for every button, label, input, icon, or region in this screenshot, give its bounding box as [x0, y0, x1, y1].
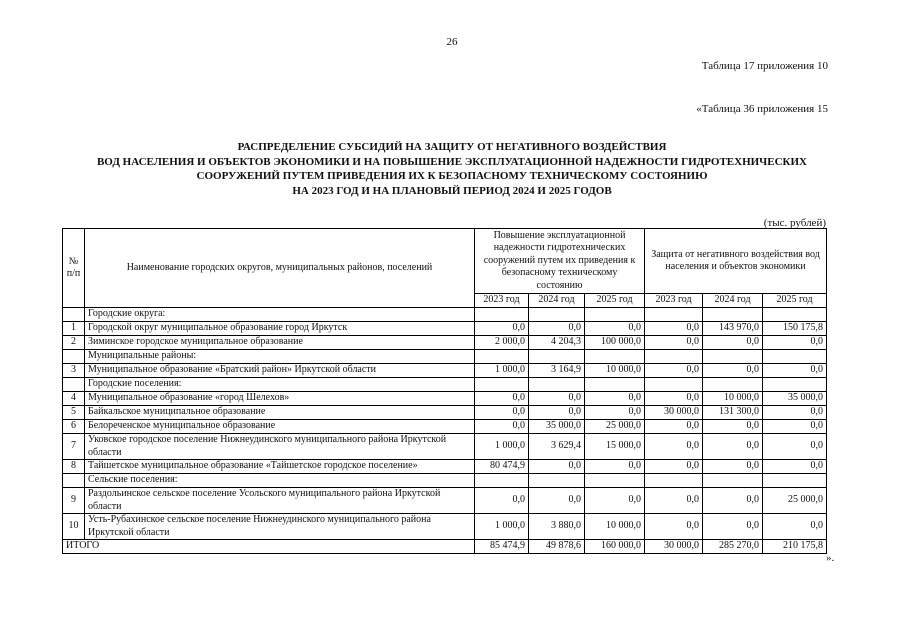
cell-value: 0,0: [703, 434, 763, 460]
cell-value: 0,0: [475, 322, 529, 336]
cell-value: 0,0: [585, 460, 645, 474]
header-name: Наименование городских округов, муниципальных районов, поселений: [85, 229, 475, 308]
total-value: 30 000,0: [645, 540, 703, 554]
cell-value: 0,0: [585, 488, 645, 514]
table-row: [63, 420, 827, 434]
table-row: [63, 322, 827, 336]
section-row: [63, 474, 827, 488]
total-value: 210 175,8: [763, 540, 827, 554]
units-label: (тыс. рублей): [763, 217, 826, 229]
row-number: 10: [63, 514, 85, 540]
cell-value: 4 204,3: [529, 336, 585, 350]
cell-value: 0,0: [703, 488, 763, 514]
cell-value: 0,0: [645, 392, 703, 406]
title-line: СООРУЖЕНИЙ ПУТЕМ ПРИВЕДЕНИЯ ИХ К БЕЗОПАСНОМУ ТЕХНИЧЕСКОМУ СОСТОЯНИЮ: [196, 170, 708, 182]
total-value: 285 270,0: [703, 540, 763, 554]
row-number: 6: [63, 420, 85, 434]
cell-value: 25 000,0: [585, 420, 645, 434]
row-name: Байкальское муниципальное образование: [85, 406, 475, 420]
page-number: 26: [446, 36, 458, 48]
cell-value: 0,0: [529, 488, 585, 514]
cell-value: 0,0: [529, 460, 585, 474]
cell-value: 10 000,0: [585, 514, 645, 540]
cell-value: 150 175,8: [763, 322, 827, 336]
cell-value: 0,0: [475, 488, 529, 514]
header-year: 2023 год: [475, 294, 529, 308]
title-line: РАСПРЕДЕЛЕНИЕ СУБСИДИЙ НА ЗАЩИТУ ОТ НЕГАТИВНОГО ВОЗДЕЙСТВИЯ: [237, 141, 667, 153]
cell-value: 0,0: [763, 420, 827, 434]
subsidy-table: [62, 228, 827, 554]
total-value: 160 000,0: [585, 540, 645, 554]
title-line: НА 2023 ГОД И НА ПЛАНОВЫЙ ПЕРИОД 2024 И 2025 ГОДОВ: [292, 184, 612, 197]
cell-value: 35 000,0: [529, 420, 585, 434]
cell-value: 25 000,0: [763, 488, 827, 514]
table-reference: Таблица 17 приложения 10: [701, 60, 828, 72]
header-group-protection: Защита от негативного воздействия вод населения и объектов экономики: [645, 229, 827, 294]
header-group-reliability: Повышение эксплуатационной надежности гидротехнических сооружений путем их приведения к безопасному техническому состоянию: [475, 229, 645, 294]
header-year: 2025 год: [585, 294, 645, 308]
row-name: Тайшетское муниципальное образование «Тайшетское городское поселение»: [85, 460, 475, 474]
cell-value: 0,0: [645, 364, 703, 378]
closing-quote: ».: [826, 552, 835, 564]
cell-value: 0,0: [645, 460, 703, 474]
cell-value: 35 000,0: [763, 392, 827, 406]
cell-value: 1 000,0: [475, 364, 529, 378]
cell-value: 30 000,0: [645, 406, 703, 420]
header-year: 2024 год: [529, 294, 585, 308]
cell-value: 0,0: [703, 514, 763, 540]
cell-value: 0,0: [763, 364, 827, 378]
section-row: [63, 308, 827, 322]
total-value: 85 474,9: [475, 540, 529, 554]
cell-value: 0,0: [475, 392, 529, 406]
section-label: Городские поселения:: [85, 378, 475, 392]
cell-value: 0,0: [763, 336, 827, 350]
cell-value: 0,0: [763, 406, 827, 420]
cell-value: 0,0: [585, 392, 645, 406]
row-name: Муниципальное образование «город Шелехов»: [85, 392, 475, 406]
row-number: 2: [63, 336, 85, 350]
total-label: ИТОГО: [63, 540, 475, 554]
cell-value: 2 000,0: [475, 336, 529, 350]
section-row: [63, 378, 827, 392]
cell-value: 10 000,0: [585, 364, 645, 378]
row-name: Раздольинское сельское поселение Усольского муниципального района Иркутской области: [85, 488, 475, 514]
row-name: Зиминское городское муниципальное образование: [85, 336, 475, 350]
cell-value: 131 300,0: [703, 406, 763, 420]
cell-value: 0,0: [763, 434, 827, 460]
document-title: [40, 140, 864, 198]
cell-value: 1 000,0: [475, 514, 529, 540]
header-row: [63, 229, 827, 294]
table-row: [63, 392, 827, 406]
section-label: Муниципальные районы:: [85, 350, 475, 364]
cell-value: 0,0: [529, 392, 585, 406]
title-line: ВОД НАСЕЛЕНИЯ И ОБЪЕКТОВ ЭКОНОМИКИ И НА ПОВЫШЕНИЕ ЭКСПЛУАТАЦИОННОЙ НАДЕЖНОСТИ ГИДРОТЕХНИЧЕСКИХ: [96, 155, 808, 168]
table-row: [63, 488, 827, 514]
table-row: [63, 336, 827, 350]
header-year: 2024 год: [703, 294, 763, 308]
cell-value: 0,0: [645, 488, 703, 514]
table-row: [63, 514, 827, 540]
header-year: 2025 год: [763, 294, 827, 308]
total-row: [63, 540, 827, 554]
cell-value: 0,0: [703, 336, 763, 350]
table-row: [63, 434, 827, 460]
cell-value: 0,0: [529, 322, 585, 336]
table-row: [63, 406, 827, 420]
table-reference-source: «Таблица 36 приложения 15: [696, 103, 828, 115]
header-num: № п/п: [63, 229, 85, 308]
row-name: Муниципальное образование «Братский район» Иркутской области: [85, 364, 475, 378]
cell-value: 0,0: [703, 364, 763, 378]
cell-value: 0,0: [529, 406, 585, 420]
row-number: 7: [63, 434, 85, 460]
cell-value: 3 164,9: [529, 364, 585, 378]
section-label: Сельские поселения:: [85, 474, 475, 488]
cell-value: 15 000,0: [585, 434, 645, 460]
cell-value: 0,0: [645, 336, 703, 350]
row-name: Уковское городское поселение Нижнеудинского муниципального района Иркутской области: [85, 434, 475, 460]
cell-value: 0,0: [703, 460, 763, 474]
cell-value: 0,0: [645, 434, 703, 460]
table-row: [63, 364, 827, 378]
row-name: Городской округ муниципальное образование город Иркутск: [85, 322, 475, 336]
row-number: 3: [63, 364, 85, 378]
cell-value: 0,0: [645, 514, 703, 540]
section-label: Городские округа:: [85, 308, 475, 322]
row-name: Усть-Рубахинское сельское поселение Нижнеудинского муниципального района Иркутской области: [85, 514, 475, 540]
cell-value: 80 474,9: [475, 460, 529, 474]
cell-value: 0,0: [475, 406, 529, 420]
row-number: 1: [63, 322, 85, 336]
total-value: 49 878,6: [529, 540, 585, 554]
row-number: 8: [63, 460, 85, 474]
row-number: 4: [63, 392, 85, 406]
cell-value: 0,0: [645, 322, 703, 336]
cell-value: 0,0: [703, 420, 763, 434]
cell-value: 0,0: [585, 322, 645, 336]
cell-value: 0,0: [645, 420, 703, 434]
cell-value: 10 000,0: [703, 392, 763, 406]
cell-value: 143 970,0: [703, 322, 763, 336]
cell-value: 0,0: [763, 460, 827, 474]
cell-value: 1 000,0: [475, 434, 529, 460]
cell-value: 0,0: [585, 406, 645, 420]
section-row: [63, 350, 827, 364]
cell-value: 100 000,0: [585, 336, 645, 350]
cell-value: 3 629,4: [529, 434, 585, 460]
header-year: 2023 год: [645, 294, 703, 308]
table-row: [63, 460, 827, 474]
cell-value: 0,0: [475, 420, 529, 434]
row-number: 9: [63, 488, 85, 514]
cell-value: 0,0: [763, 514, 827, 540]
cell-value: 3 880,0: [529, 514, 585, 540]
row-name: Белореченское муниципальное образование: [85, 420, 475, 434]
row-number: 5: [63, 406, 85, 420]
